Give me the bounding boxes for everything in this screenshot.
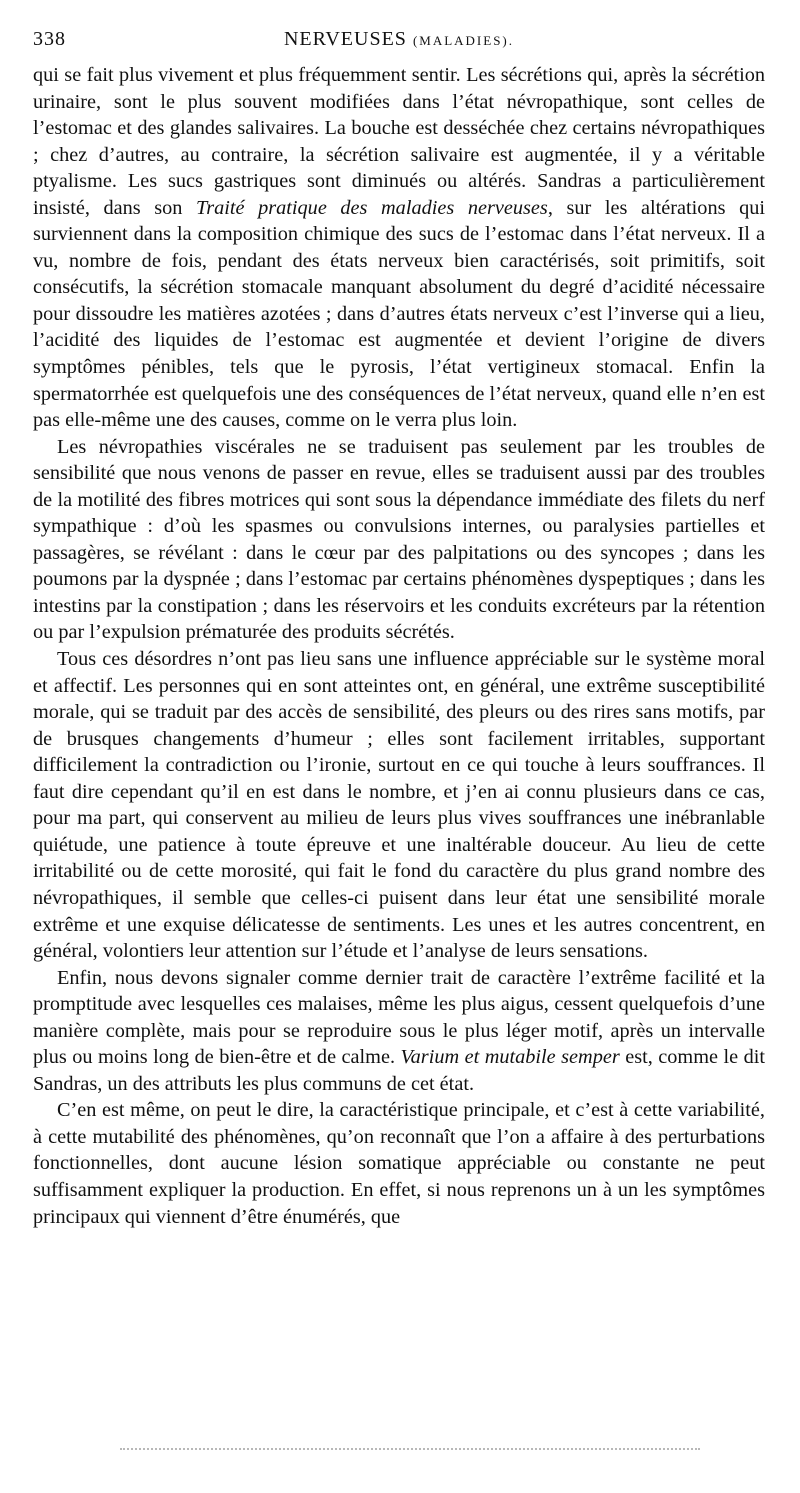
italic-latin-quote: Varium et mutabile semper: [400, 1046, 620, 1069]
running-title: [33, 28, 765, 51]
paragraph-text: C’en est même, on peut le dire, la caractéristique principale, et c’est à cette variabilité, à cette mutabilité des phénomènes, qu’on reconnaît que l’on a affaire à des perturbations fonctionnelles, dont aucune lésion somatique appréciable ou constante ne peut suffisamment expliquer la production. En effet, si nous reprenons un à un les symptômes principaux qui viennent d’être énumérés, que: [33, 1099, 765, 1228]
body-text: [33, 62, 765, 1230]
paragraph-text: est, comme le dit Sandras, un des attributs les plus communs de cet état.: [33, 1046, 765, 1095]
footer-print-marks: [120, 1448, 700, 1452]
page-number: 338: [33, 28, 66, 50]
paragraph: [33, 1097, 765, 1230]
running-title-main: NERVEUSES: [283, 28, 407, 50]
book-page: [33, 28, 765, 1230]
paragraph-text: Enfin, nous devons signaler comme dernier trait de caractère l’extrême facilité et la promptitude avec lesquelles ces malaises, même les plus aigus, cessent quelquefois d’une manière complète, mais pour se reproduire sous le plus léger motif, après un intervalle plus ou moins long de bien-être et de calme.: [33, 966, 765, 1069]
paragraph: [33, 965, 765, 1098]
running-title-paren: (MALADIES).: [412, 33, 515, 48]
paragraph-text: qui se fait plus vivement et plus fréquemment sentir. Les sécrétions qui, après la sécrétion urinaire, sont le plus souvent modifiées dans l’état névropathique, sont celles de l’estomac et des glandes salivaires. La bouche est desséchée chez certains névropathiques ; chez d’autres, au contraire, la sécrétion salivaire est augmentée, il y a véritable ptyalisme. Les sucs gastriques sont diminués ou altérés. Sandras a particulièrement insisté, dans son: [33, 64, 765, 219]
page-header: [33, 28, 765, 62]
paragraph-text: Les névropathies viscérales ne se traduisent pas seulement par les troubles de sensibilité que nous venons de passer en revue, elles se traduisent aussi par des troubles de la motilité des fibres motrices qui sont sous la dépendance immédiate des filets du nerf sympathique : d’où les spasmes ou convulsions internes, ou paralysies partielles et passagères, se révélant : dans le cœur par des palpitations ou des syncopes ; dans les poumons par la dyspnée ; dans l’estomac par certains phénomènes dyspeptiques ; dans les intestins par la constipation ; dans les réservoirs et les conduits excréteurs par la rétention ou par l’expulsion prématurée des produits sécrétés.: [33, 435, 765, 644]
italic-book-title: Traité pratique des maladies nerveuses: [196, 196, 548, 219]
paragraph: [33, 434, 765, 646]
paragraph: [33, 62, 765, 434]
paragraph-text: , sur les altérations qui surviennent dans la composition chimique des sucs de l’estomac dans l’état nerveux. Il a vu, nombre de fois, pendant des états nerveux bien caractérisés, soit primitifs, soit consécutifs, la sécrétion stomacale manquant absolument du degré d’acidité nécessaire pour dissoudre les matières azotées ; dans d’autres états nerveux c’est l’inverse qui a lieu, l’acidité des liquides de l’estomac est augmentée et devient l’origine de divers symptômes pénibles, tels que le pyrosis, l’état vertigineux stomacal. Enfin la spermatorrhée est quelquefois une des conséquences de l’état nerveux, quand elle n’en est pas elle-même une des causes, comme on le verra plus loin.: [33, 196, 765, 432]
paragraph-text: Tous ces désordres n’ont pas lieu sans une influence appréciable sur le système moral et affectif. Les personnes qui en sont atteintes ont, en général, une extrême susceptibilité morale, qui se traduit par des accès de sensibilité, des pleurs ou des rires sans motifs, par de brusques changements d’humeur ; elles sont facilement irritables, supportant difficilement la contradiction ou l’ironie, surtout en ce qui touche à leurs souffrances. Il faut dire cependant qu’il en est dans le nombre, et j’en ai connu plusieurs dans ce cas, pour ma part, qui conservent au milieu de leurs plus vives souffrances une inébranlable quiétude, une patience à toute épreuve et une inaltérable douceur. Au lieu de cette irritabilité ou de cette morosité, qui fait le fond du caractère du plus grand nombre des névropathiques, il semble que celles-ci puisent dans leur état une sensibilité morale extrême et une exquise délicatesse de sentiments. Les unes et les autres concentrent, en général, volontiers leur attention sur l’étude et l’analyse de leurs sensations.: [33, 648, 765, 963]
paragraph: [33, 646, 765, 965]
